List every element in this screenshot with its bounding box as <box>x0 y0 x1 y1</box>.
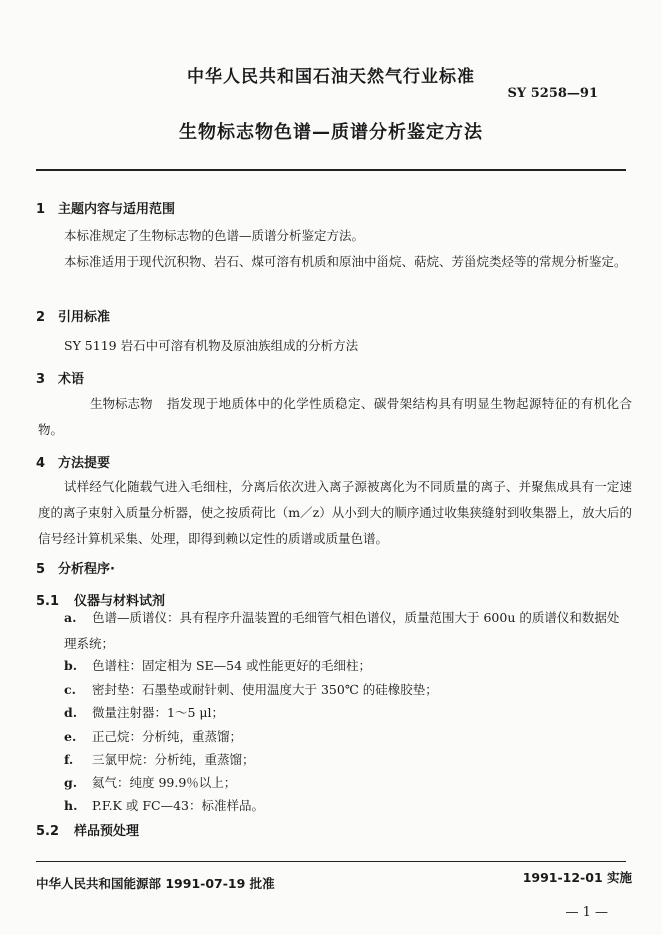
header-divider <box>36 169 626 171</box>
subsection-title: 仪器与材料试剂 <box>74 594 166 609</box>
item-text: 色谱柱：固定相为 SE—54 或性能更好的毛细柱； <box>92 658 372 673</box>
section-1-body <box>38 223 632 275</box>
section-number: 4 <box>36 456 46 471</box>
section-3-heading <box>36 368 84 387</box>
item-label: f. <box>64 752 74 767</box>
normative-reference: SY 5119 岩石中可溶有机物及原油族组成的分析方法 <box>64 338 359 353</box>
item-text: 三氯甲烷：分析纯，重蒸馏； <box>92 752 255 767</box>
subsection-number: 5.1 <box>36 594 60 609</box>
paragraph: 本标准适用于现代沉积物、岩石、煤可溶有机质和原油中甾烷、萜烷、芳甾烷类烃等的常规分析鉴定。 <box>64 254 627 269</box>
subsection-5-2-heading <box>36 820 139 839</box>
list-item <box>64 700 630 726</box>
standard-number: SY 5258—91 <box>507 86 598 101</box>
list-item <box>64 793 630 819</box>
method-summary <box>38 474 632 552</box>
item-label: e. <box>64 729 77 744</box>
section-5-heading <box>36 558 115 577</box>
item-text: 密封垫：石墨垫或耐针刺、使用温度大于 350℃ 的硅橡胶垫； <box>92 682 438 697</box>
paragraph: 试样经气化随载气进入毛细柱，分离后依次进入离子源被离化为不同质量的离子、并聚焦成具有一定速度的离子束射入质量分析器，使之按质荷比（m／z）从小到大的顺序通过收集狭缝射到收集器上，放大后的信号经计算机采集、处理，即得到赖以定性的质谱或质量色谱。 <box>38 479 632 546</box>
footer-divider <box>36 861 626 862</box>
section-4-heading <box>36 452 110 471</box>
item-text: 氦气：纯度 99.9％以上； <box>92 775 237 790</box>
list-item <box>64 605 630 657</box>
section-title: 主题内容与适用范围 <box>58 202 176 217</box>
section-title: 术语 <box>58 372 85 387</box>
subsection-title: 样品预处理 <box>74 824 140 839</box>
item-label: a. <box>64 610 77 625</box>
item-text: 微量注射器：1～5 μl； <box>92 705 225 720</box>
section-title: 方法提要 <box>58 456 111 471</box>
subsection-number: 5.2 <box>36 824 60 839</box>
section-number: 3 <box>36 372 46 387</box>
item-text: P.F.K 或 FC—43：标准样品。 <box>92 798 264 813</box>
section-number: 1 <box>36 202 46 217</box>
paragraph: 本标准规定了生物标志物的色谱—质谱分析鉴定方法。 <box>64 228 365 243</box>
item-text: 色谱—质谱仪：具有程序升温装置的毛细管气相色谱仪，质量范围大于 600u 的质谱仪和数据处理系统； <box>64 610 620 651</box>
section-number: 2 <box>36 310 46 325</box>
term-text: 指发现于地质体中的化学性质稳定、碳骨架结构具有明显生物起源特征的有机化合物。 <box>38 396 632 437</box>
document-title: 生物标志物色谱—质谱分析鉴定方法 <box>179 122 483 143</box>
item-label: h. <box>64 798 78 813</box>
item-label: c. <box>64 682 76 697</box>
implementation-date: 1991-12-01 实施 <box>522 870 632 885</box>
section-2-heading <box>36 306 110 325</box>
item-label: b. <box>64 658 78 673</box>
term-definition <box>38 391 632 443</box>
item-label: d. <box>64 705 78 720</box>
term-name: 生物标志物 <box>90 396 153 411</box>
section-title: 分析程序· <box>58 562 115 577</box>
list-item <box>64 653 630 679</box>
section-number: 5 <box>36 562 46 577</box>
page-number: — 1 — <box>565 905 608 920</box>
section-title: 引用标准 <box>58 310 111 325</box>
section-1-heading <box>36 198 175 217</box>
item-label: g. <box>64 775 78 790</box>
approval-info: 中华人民共和国能源部 1991-07-19 批准 <box>36 876 275 891</box>
item-text: 正己烷：分析纯，重蒸馏； <box>92 729 243 744</box>
issuing-body-header: 中华人民共和国石油天然气行业标准 <box>187 67 475 87</box>
